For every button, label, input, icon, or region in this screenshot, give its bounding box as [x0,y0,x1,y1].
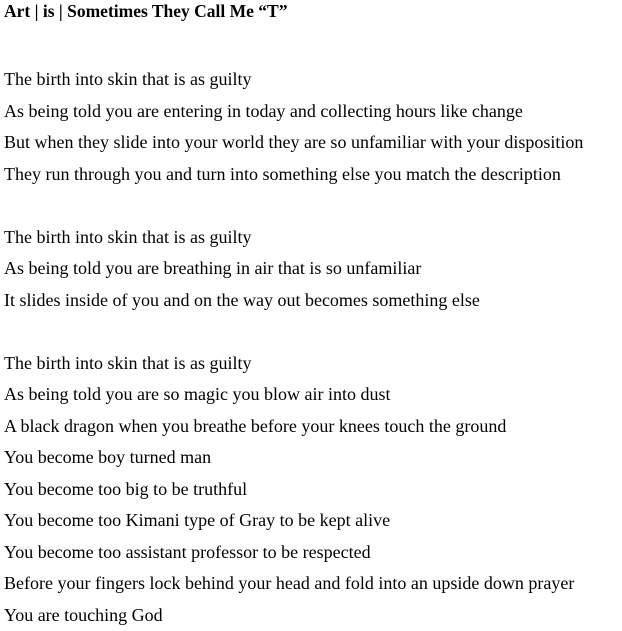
poem-line: Before your fingers lock behind your head and fold into an upside down prayer [4,568,622,600]
poem-line: As being told you are so magic you blow air into dust [4,379,622,411]
poem-line: You become too big to be truthful [4,474,622,506]
poem-line: You become too assistant professor to be respected [4,537,622,569]
poem-line: You become boy turned man [4,442,622,474]
title-spacer [4,22,622,64]
poem-line: You become too Kimani type of Gray to be kept alive [4,505,622,537]
poem-line: As being told you are entering in today and collecting hours like change [4,96,622,128]
poem-line: A black dragon when you breathe before your knees touch the ground [4,411,622,443]
stanza-2 [4,222,622,317]
poem-line: You are touching God [4,600,622,631]
poem-line: The birth into skin that is as guilty [4,222,622,254]
poem-line: As being told you are breathing in air that is so unfamiliar [4,253,622,285]
poem-line: The birth into skin that is as guilty [4,348,622,380]
stanza-1 [4,64,622,190]
poem-line: It slides inside of you and on the way out becomes something else [4,285,622,317]
poem-title: Art | is | Sometimes They Call Me “T” [4,0,622,22]
poem-line: They run through you and turn into something else you match the description [4,159,622,191]
stanza-3 [4,348,622,631]
poem-line: The birth into skin that is as guilty [4,64,622,96]
poem-page [4,0,622,631]
poem-line: But when they slide into your world they are so unfamiliar with your disposition [4,127,622,159]
